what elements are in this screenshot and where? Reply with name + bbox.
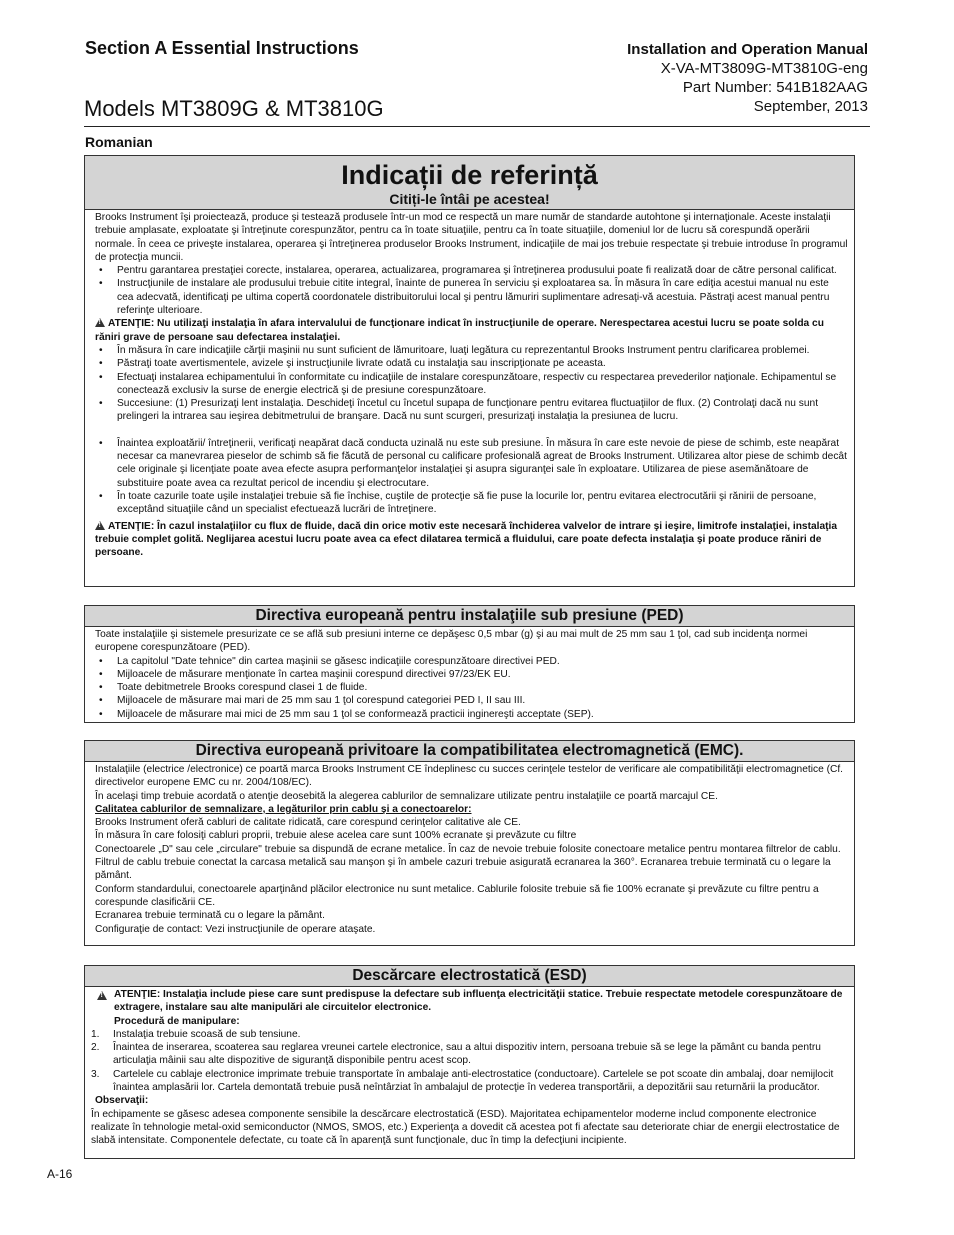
esd-box [84, 965, 855, 1159]
esd-step: 3. Cartelele cu cablaje electronice imprimate trebuie transportate în ambalaje anti-electrostatice (conductoare). Cartelele se pot scoate din ambalaj, doar nemijlocit înaintea amplasării lor. Cartela demontată trebuie pusă neîntârziat în ambalajul de protecţie în vederea transportării, a depozitării sau returnării la producător. [91, 1068, 834, 1094]
emc-cable-quality-heading: Calitatea cablurilor de semnalizare, a legăturilor prin cablu şi a conectoarelor: [95, 803, 472, 815]
section-title: Section A Essential Instructions [85, 38, 359, 58]
manual-title: Installation and Operation Manual [627, 41, 868, 58]
emc-paragraph: Conectoarele „D" sau cele „circulare" trebuie sa dispundă de ecrane metalice. În caz de nevoie trebuie folosite conectoare metalice pentru montarea filtrelor de cablu. [95, 843, 841, 855]
emc-paragraph: Instalaţiile (electrice /electronice) ce poartă marca Brooks Instrument CE îndeplinesc cu succes cerinţele testelor de verificare ale compatibilităţii electromagnetice (Cf. directivelor europene EMC cu nr. 2004/108/EC). [95, 764, 843, 789]
warning-icon [95, 318, 105, 327]
page-number: A-16 [47, 1167, 73, 1181]
ped-intro: Toate instalaţiile şi sistemele presurizate ce se află sub presiuni interne ce depăşesc 0,5 mbar (g) şi au mai mult de 25 mm sau 1 ţol, cad sub incidenţa normei europene corespunzătoare (PED). [95, 629, 808, 654]
esd-procedure-heading: Procedură de manipulare: [114, 1015, 240, 1027]
document-id: X-VA-MT3809G-MT3810G-eng [660, 60, 868, 77]
esd-observations-heading: Observaţii: [95, 1095, 149, 1107]
emc-paragraph: În măsura în care folosiţi cabluri proprii, trebuie alese acelea care sunt 100% ecranate şi prevăzute cu filtre [95, 830, 577, 842]
emc-box [84, 740, 855, 946]
ped-body [85, 627, 854, 721]
part-number: Part Number: 541B182AAG [682, 79, 868, 96]
list-item: • La capitolul "Date tehnice" din cartea maşinii se găsesc indicaţiile corespunzătoare directivei PED. [95, 655, 848, 668]
emc-paragraph: În acelaşi timp trebuie acordată o atenţie deosebită la alegerea cablurilor de semnalizare utilizate pentru instalaţiile ce poartă marcajul CE. [95, 790, 718, 802]
warning-fluid-flow: !ATENŢIE: În cazul instalaţiilor cu flux de fluide, dacă din orice motiv este necesară închiderea valvelor de intrare şi ieşire, limitrofe instalaţiei, instalaţia trebuie complet golită. Neglijarea acestui lucru poate avea ca efect dilatarea termică a fluidului, care poate defecta instalaţia şi poate produce răniri de persoane. [95, 520, 848, 560]
emc-title: Directiva europeană privitoare la compatibilitatea electromagnetică (EMC). [85, 741, 854, 762]
reference-header [85, 156, 854, 210]
esd-step: 1. Instalaţia trebuie scoasă de sub tensiune. [91, 1028, 301, 1040]
list-item: • Efectuaţi instalarea echipamentului în conformitate cu indicaţiile de instalare corespunzătoare, respectiv cu respectarea prevederilor naţionale. Echipamentul se conectează exclusiv la surse de energie electrică şi de presiune corespunzătoare. [95, 371, 848, 398]
ped-title: Directiva europeană pentru instalaţiile sub presiune (PED) [85, 606, 854, 627]
models-title: Models MT3809G & MT3810G [84, 96, 384, 121]
esd-observations-text: În echipamente se găsesc adesea componente sensibile la descărcare electrostatică (ESD). Majoritatea echipamentelor moderne includ componente electronice realizate în tehnologie metal-oxid semiconductor (NMOS, SMOS, etc.) Experienţa a dovedit că acestea pot fi afectate sau deteriorate chiar de energii electrostatice de slabă intensitate. Componentele defectate, cu toate că în aparenţă sunt funcţionale, duc în timp la defecţiuni incipiente. [91, 1108, 840, 1147]
esd-title: Descărcare electrostatică (ESD) [85, 966, 854, 987]
emc-body [85, 762, 854, 936]
list-item: • Succesiune: (1) Presurizaţi lent instalaţia. Deschideţi încetul cu încetul supapa de funcţionare pentru evitarea fluctuaţiilor de flux. (2) Controlaţi dacă nu sunt prelingeri la intrarea sau ieşirea debitmetrului de branşare. Dacă nu sunt scurgeri, presurizaţi instalaţia la presiunea de lucru. [95, 397, 848, 424]
list-item: • În toate cazurile toate uşile instalaţiei trebuie să fie închise, cuştile de protecţie să fie puse la locurile lor, pentru evitarea electrocutării şi rănirii de persoane, exceptând situaţiile când un specialist efectuează lucrări de întreţinere. [95, 490, 848, 517]
ped-box [84, 605, 855, 723]
esd-step: 2. Înaintea de inserarea, scoaterea sau reglarea vreunei cartele electronice, sau a altui dispozitiv intern, persoana trebuie să se lege la pământ cu banda pentru articulaţia mâinii sau alte dispozitive de siguranţă disponibile pentru acest scop. [91, 1042, 821, 1067]
list-item: • Instrucţiunile de instalare ale produsului trebuie citite integral, înainte de punerea în serviciu şi exploatarea sa. În măsura în care ediţia acestui manual nu este cea adecvată, identificaţi pe ultima copertă coordonatele distribuitorului local şi pentru lămuriri suplimentare adresaţi-vă acestuia. Păstraţi acest manual pentru referinţe ulterioare. [95, 277, 848, 317]
emc-paragraph: Brooks Instrument oferă cabluri de calitate ridicată, care corespund cerinţelor calitative ale CE. [95, 817, 521, 829]
language-label: Romanian [85, 134, 153, 150]
list-item: • Toate debitmetrele Brooks corespund clasei 1 de fluide. [95, 681, 848, 694]
warning-operating-range: !ATENŢIE: Nu utilizaţi instalaţia în afara intervalului de funcţionare indicat în instrucţiunile de operare. Nerespectarea acestui lucru se poate solda cu răniri grave de persoane sau defectarea instalaţiei. [95, 317, 848, 344]
esd-body [85, 987, 854, 1148]
warning-icon [95, 521, 105, 530]
header-divider [84, 126, 870, 127]
warning-icon [97, 991, 107, 1000]
emc-paragraph: Configuraţie de contact: Vezi instrucţiunile de operare ataşate. [95, 923, 376, 935]
reference-body [85, 210, 854, 559]
list-item: • Mijloacele de măsurare menţionate în cartea maşinii corespund directivei 97/23/EK EU. [95, 668, 848, 681]
reference-box [84, 155, 855, 587]
reference-intro: Brooks Instrument îşi proiectează, produce şi testează produsele într-un mod ce respectă un mare număr de standarde autohtone şi internaţionale. Aceste instalaţii trebuie amplasate, exploatate şi întreţinute corespunzător, pentru ca în toate situaţiile, pentru ca în toate situaţiile, domeniul lor de lucru să corespundă operării normale. În ceea ce priveşte instalarea, operarea şi întreţinerea produselor Brooks Instrument, indicaţiile de mai jos trebuie respectate şi trebuie introduse în programul de protecţia muncii. [95, 212, 848, 263]
list-item: • Pentru garantarea prestaţiei corecte, instalarea, operarea, actualizarea, programarea şi întreţinerea produsului poate fi realizată doar de către personal calificat. [95, 264, 848, 277]
list-item: • Păstraţi toate avertismentele, avizele şi instrucţiunile livrate odată cu instalaţia sau inscripţionate pe aceasta. [95, 357, 848, 370]
list-item: • În măsura în care indicaţiile cărţii maşinii nu sunt suficient de lămuritoare, luaţi legătura cu reprezentantul Brooks Instrument pentru clarificarea problemei. [95, 344, 848, 357]
emc-paragraph: Conform standardului, conectoarele aparţinând plăcilor electronice nu sunt metalice. Cablurile folosite trebuie să fie 100% ecranate şi prevăzute cu filtre pentru a corespunde clasificării CE. [95, 883, 819, 908]
list-item: • Înaintea exploatării/ întreţinerii, verificaţi neapărat dacă conducta uzinală nu este sub presiune. În măsura în care este nevoie de piese de schimb, este neapărat necesar ca manevrarea pieselor de schimb să fie făcută de personal cu calificare profesională agreat de Brooks Instrument. Utilizarea altor piese de schimb decât cele originale şi licenţiate poate avea efecte asupra performanţelor instalaţiei şi asupra siguranţei sale în exploatare. Utilizarea de piese asemănătoare de substituire poate avea ca rezultat pericol de incendiu şi electrocutare. [95, 437, 848, 490]
publication-date: September, 2013 [753, 98, 868, 115]
list-item: • Mijloacele de măsurare mai mici de 25 mm sau 1 ţol se conformează practicii inginereşti acceptate (SEP). [95, 708, 848, 721]
document-info [627, 40, 868, 116]
reference-subtitle: Citiți-le întâi pe acestea! [389, 191, 550, 207]
emc-paragraph: Filtrul de cablu trebuie conectat la carcasa metalică sau manşon şi în ambele cazuri trebuie asigurată ecranarea la 360°. Ecranarea trebuie terminată cu o legare la pământ. [95, 857, 831, 882]
list-item: • Mijloacele de măsurare mai mari de 25 mm sau 1 ţol corespund categoriei PED I, II sau III. [95, 694, 848, 707]
emc-paragraph: Ecranarea trebuie terminată cu o legare la pământ. [95, 910, 325, 922]
reference-title: Indicații de referință [341, 160, 598, 190]
esd-warning: ! ATENŢIE: Instalaţia include piese care sunt predispuse la defectare sub influenţa electricităţii statice. Trebuie respectate metodele corespunzătoare de extragere, instalare sau alte manipulări ale circuitelor electronice. [91, 988, 848, 1015]
